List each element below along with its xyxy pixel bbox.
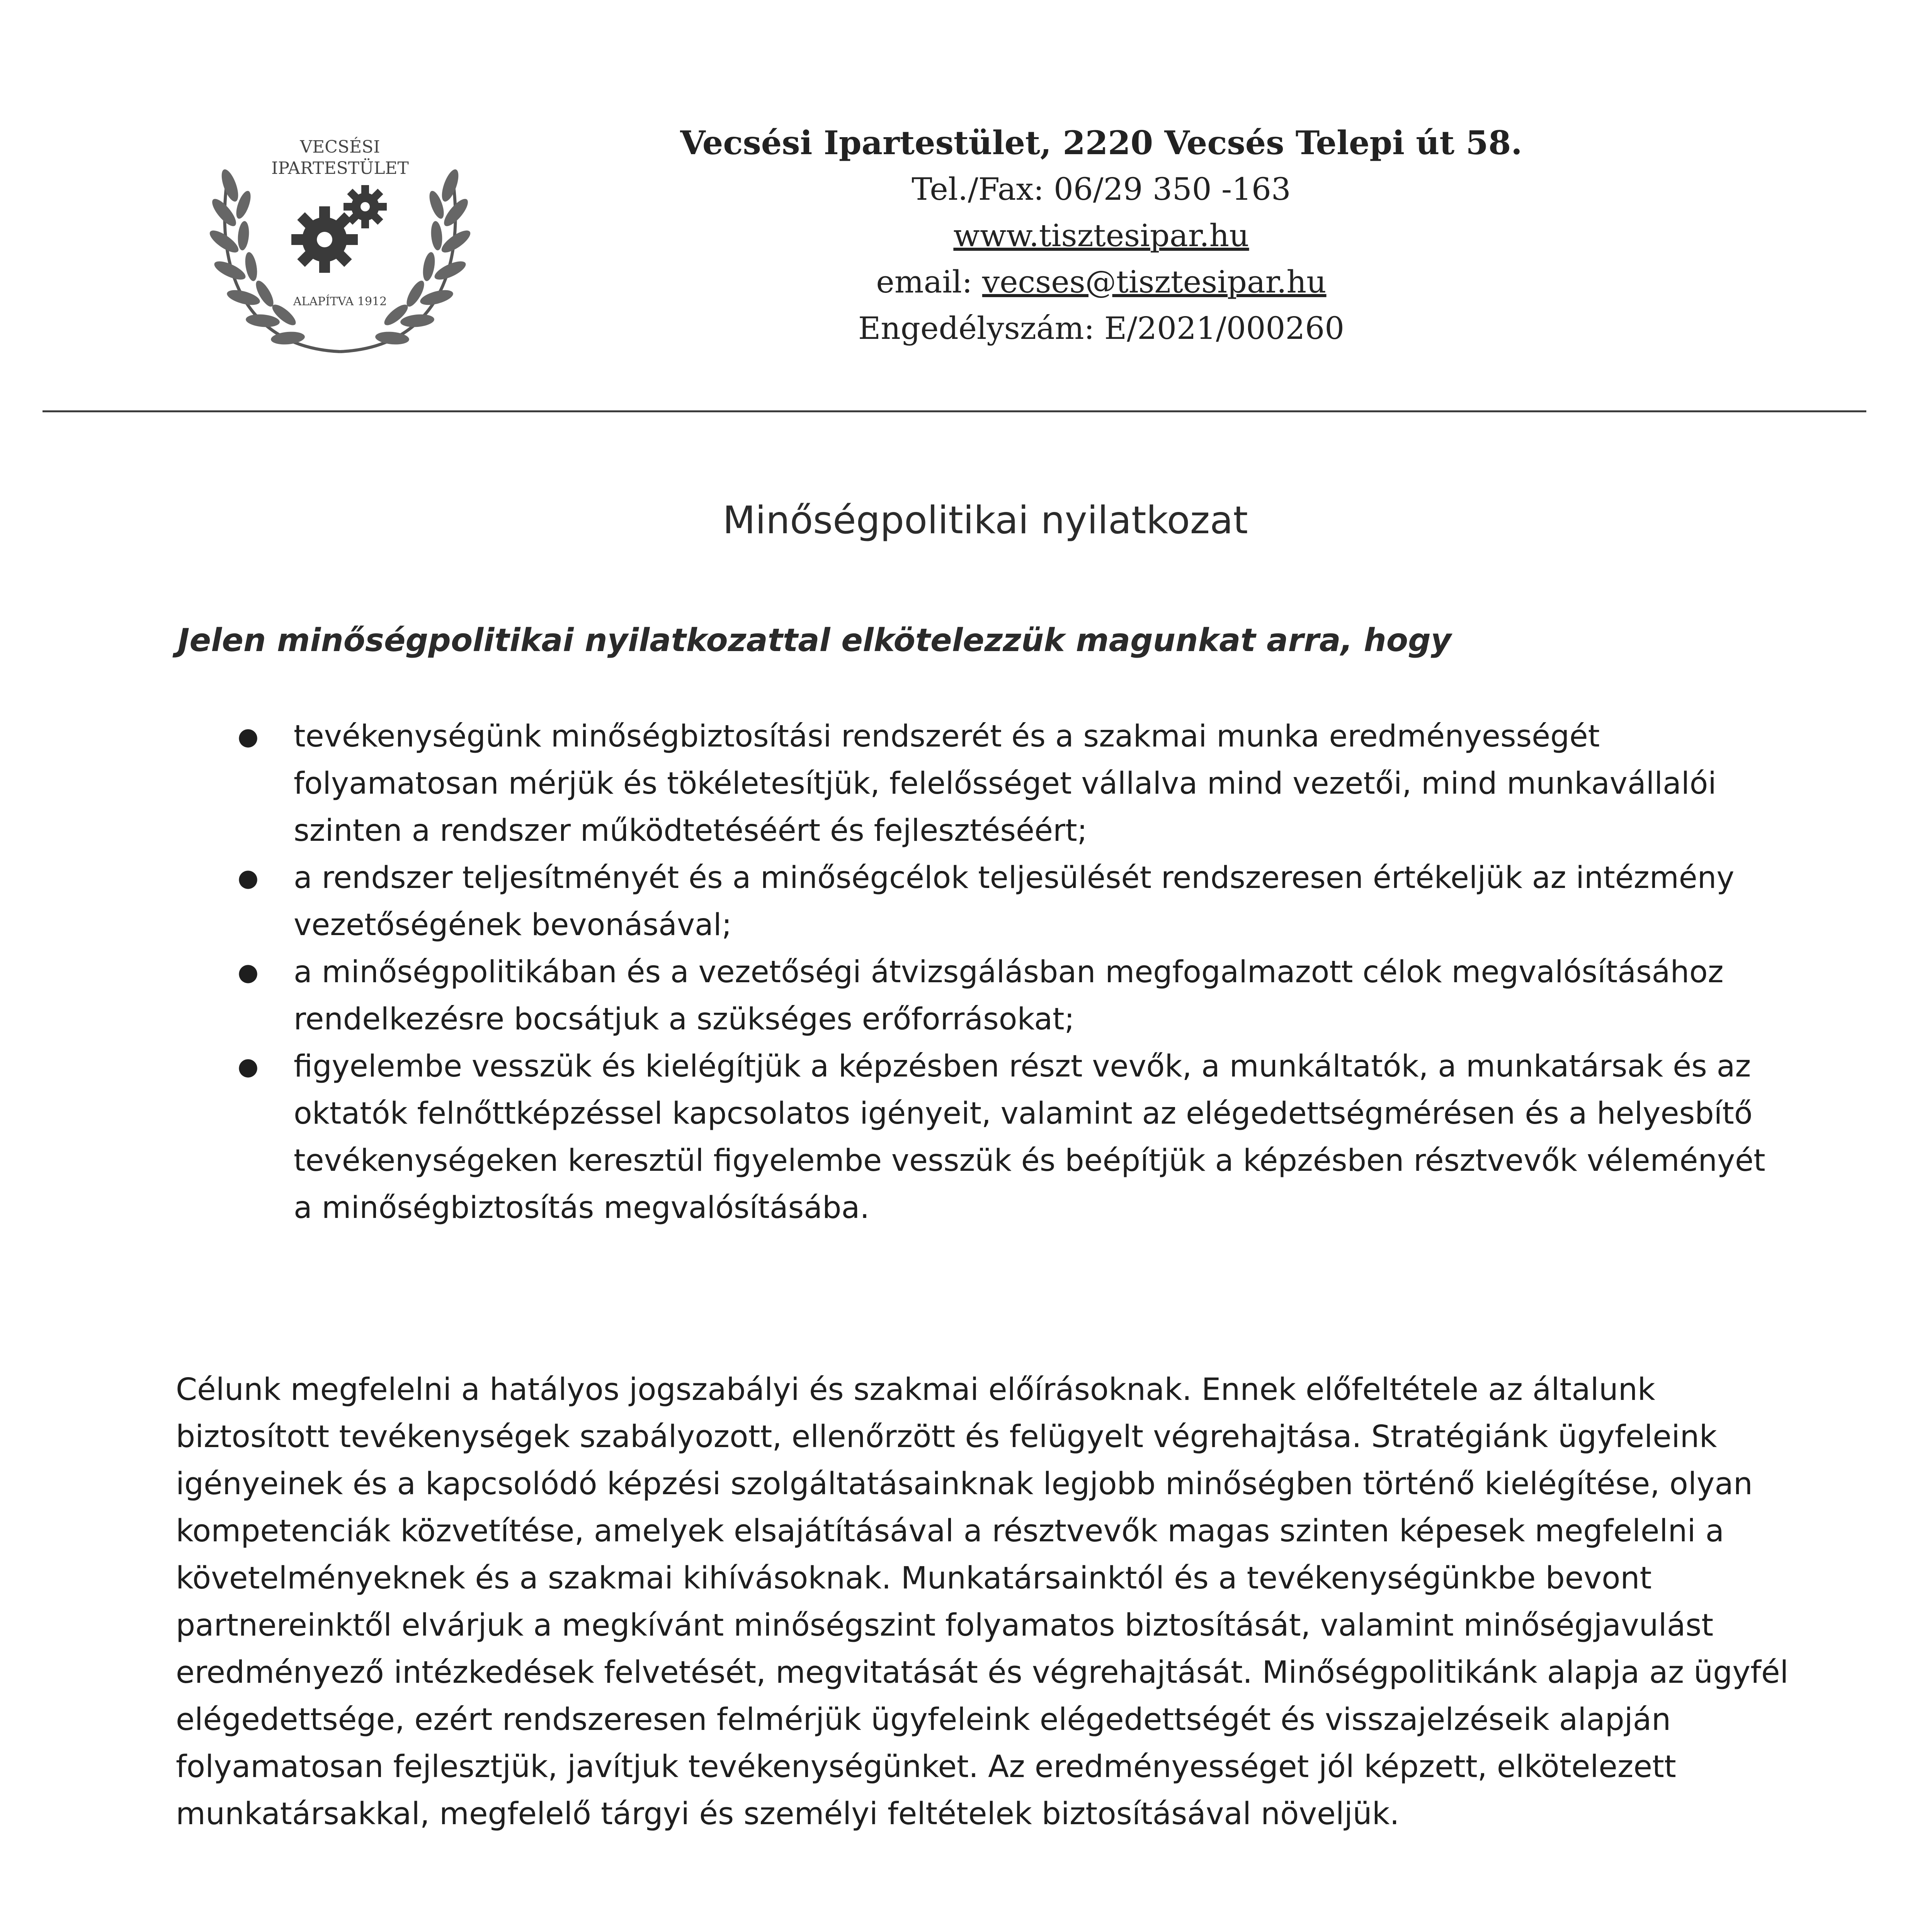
document-title: Minőségpolitikai nyilatkozat bbox=[723, 498, 1248, 543]
email-label: email: bbox=[876, 264, 982, 300]
list-item-text: a rendszer teljesítményét és a minőségcélok teljesülését rendszeresen értékeljük az intézmény vezetőségének bevonásával; bbox=[294, 861, 1735, 942]
license-number: Engedélyszám: E/2021/000260 bbox=[858, 310, 1345, 346]
logo-text-top: VECSÉSI bbox=[300, 137, 380, 157]
email-line bbox=[425, 259, 1777, 305]
organization-address: Vecsési Ipartestület, 2220 Vecsés Telepi út 58. bbox=[680, 124, 1522, 162]
logo-text-founded: ALAPÍTVA 1912 bbox=[293, 295, 387, 308]
header-divider bbox=[43, 410, 1866, 412]
bullet-icon: ● bbox=[238, 1052, 259, 1080]
logo-text-sub: IPARTESTÜLET bbox=[271, 158, 409, 178]
bullet-icon: ● bbox=[238, 722, 259, 750]
bullet-icon: ● bbox=[238, 958, 259, 986]
website-link[interactable]: www.tisztesipar.hu bbox=[953, 218, 1249, 253]
policy-paragraph: Célunk megfelelni a hatályos jogszabályi és szakmai előírásoknak. Ennek előfeltétele az általunk biztosított tevékenységek szabályozott, ellenőrzött és felügyelt végrehajtása. Stratégiánk ügyfeleink igényeinek és a kapcsolódó képzési szolgáltatásainknak legjobb minőségben történő kielégítése, olyan kompetenciák közvetítése, amelyek elsajátításával a résztvevők magas szinten képesek megfelelni a követelményeknek és a szakmai kihívásoknak. Munkatársainktól és a tevékenységünkbe bevont partnereinktől elvárjuk a megkívánt minőségszint folyamatos biztosítását, valamint minőségjavulást eredményező intézkedések felvetését, megvitatását és végrehajtását. Minőségpolitikánk alapja az ügyfél elégedettsége, ezért rendszeresen felmérjük ügyfeleink elégedettségét és visszajelzéseik alapján folyamatosan fejlesztjük, javítjuk tevékenységünket. Az eredményességet jól képzett, elkötelezett munkatársakkal, megfelelő tárgyi és személyi feltételek biztosításával növeljük. bbox=[176, 1372, 1789, 1832]
commitment-list bbox=[238, 713, 1793, 1231]
letterhead bbox=[425, 120, 1777, 352]
list-item bbox=[238, 1043, 1793, 1231]
list-item-text: tevékenységünk minőségbiztosítási rendszerét és a szakmai munka eredményességét folyamatosan mérjük és tökéletesítjük, felelősséget vállalva mind vezetői, mind munkavállalói szinten a rendszer működtetéséért és fejlesztéséért; bbox=[294, 719, 1716, 848]
list-item bbox=[238, 854, 1793, 949]
bullet-icon: ● bbox=[238, 864, 259, 892]
list-item bbox=[238, 713, 1793, 854]
email-link[interactable]: vecses@tisztesipar.hu bbox=[982, 264, 1327, 300]
intro-statement: Jelen minőségpolitikai nyilatkozattal elkötelezzük magunkat arra, hogy bbox=[178, 622, 1452, 659]
list-item bbox=[238, 949, 1793, 1043]
list-item-text: figyelembe vesszük és kielégítjük a képzésben részt vevők, a munkáltatók, a munkatársak és az oktatók felnőttképzéssel kapcsolatos igényeit, valamint az elégedettségmérésen és a helyesbítő tevékenységeken keresztül figyelembe vesszük és beépítjük a képzésben résztvevők véleményét a minőségbiztosítás megvalósításába. bbox=[294, 1049, 1765, 1225]
list-item-text: a minőségpolitikában és a vezetőségi átvizsgálásban megfogalmazott célok megvalósításához rendelkezésre bocsátjuk a szükséges erőforrásokat; bbox=[294, 955, 1724, 1037]
gears-icon bbox=[291, 185, 387, 273]
phone-fax: Tel./Fax: 06/29 350 -163 bbox=[912, 171, 1291, 207]
